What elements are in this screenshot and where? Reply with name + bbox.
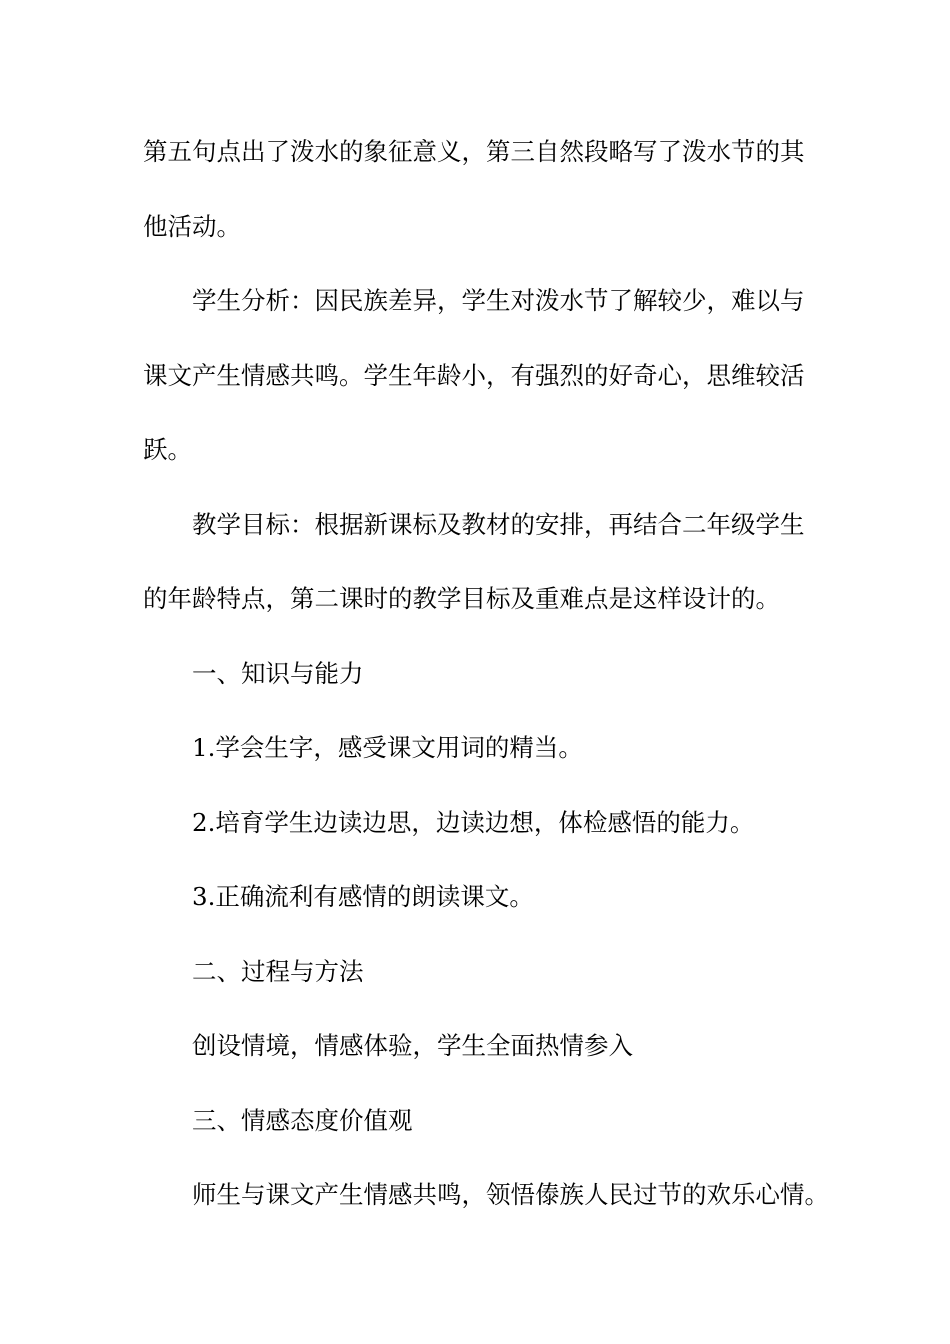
paragraph-line: 学生分析：因民族差异，学生对泼水节了解较少，难以与 [192, 286, 805, 315]
section-heading: 一、知识与能力 [192, 659, 364, 688]
paragraph-line: 的年龄特点，第二课时的教学目标及重难点是这样设计的。 [143, 584, 780, 613]
paragraph-line: 教学目标：根据新课标及教材的安排，再结合二年级学生 [192, 510, 805, 539]
paragraph-line: 师生与课文产生情感共鸣，领悟傣族人民过节的欢乐心情。 [192, 1180, 829, 1209]
paragraph-line: 他活动。 [143, 212, 241, 241]
paragraph-line: 课文产生情感共鸣。学生年龄小，有强烈的好奇心，思维较活 [143, 361, 805, 390]
section-heading: 二、过程与方法 [192, 957, 364, 986]
paragraph-line: 跃。 [143, 435, 192, 464]
paragraph-line: 创设情境，情感体验，学生全面热情参入 [192, 1031, 633, 1060]
list-item: 3.正确流利有感情的朗读课文。 [192, 882, 534, 911]
section-heading: 三、情感态度价值观 [192, 1106, 413, 1135]
list-item: 2.培育学生边读边思，边读边想，体检感悟的能力。 [192, 808, 755, 837]
paragraph-line: 第五句点出了泼水的象征意义，第三自然段略写了泼水节的其 [143, 137, 805, 166]
list-item: 1.学会生字，感受课文用词的精当。 [192, 733, 583, 762]
